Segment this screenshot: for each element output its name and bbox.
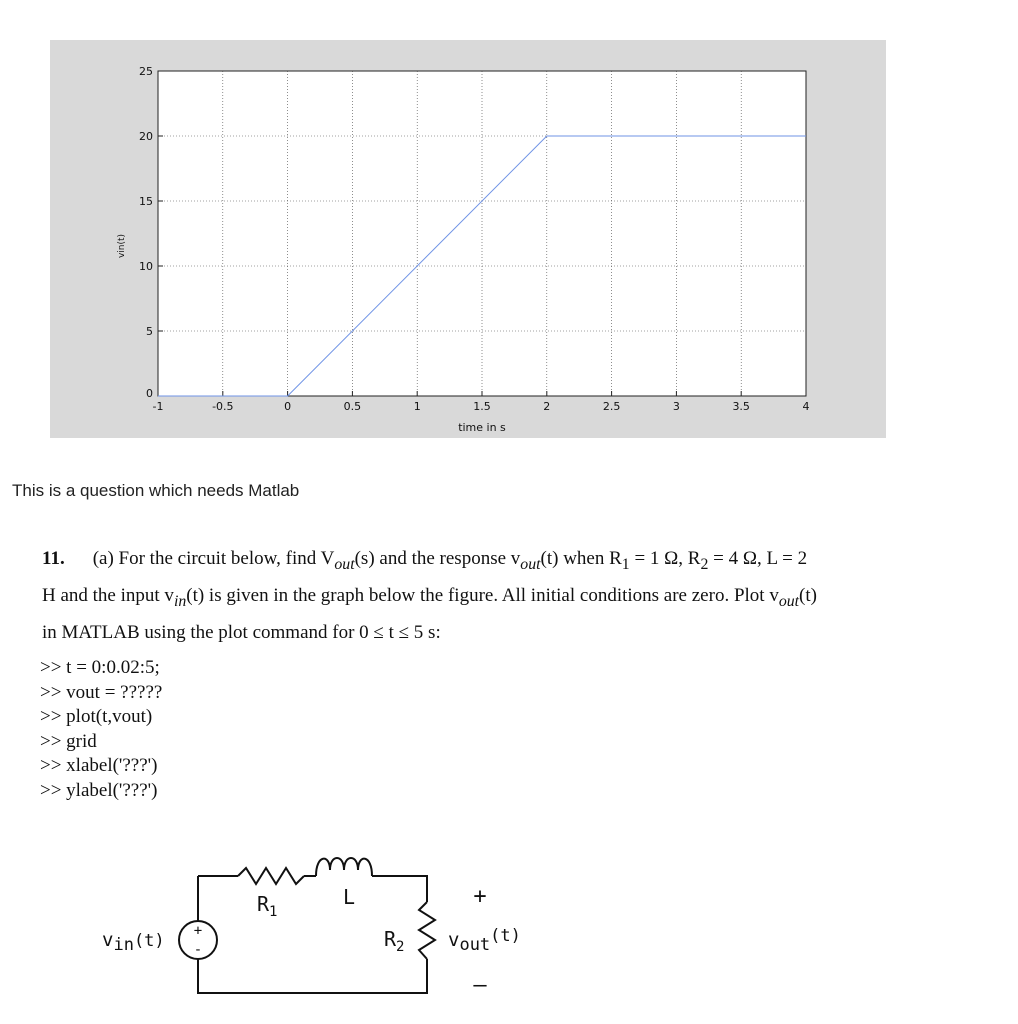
question-intro-text: This is a question which needs Matlab bbox=[12, 481, 300, 500]
code-line: >> ylabel('???') bbox=[40, 779, 158, 801]
y-tick-label: 10 bbox=[139, 260, 153, 273]
x-tick-label: 1.5 bbox=[473, 400, 491, 413]
x-tick-label: 3.5 bbox=[732, 400, 750, 413]
code-line: >> t = 0:0.02:5; bbox=[40, 657, 160, 678]
matlab-code-block bbox=[40, 656, 162, 804]
x-tick-label: -1 bbox=[152, 400, 164, 413]
y-tick-label: 20 bbox=[139, 130, 153, 143]
resistor-r2-symbol bbox=[419, 902, 435, 959]
y-tick-label: 25 bbox=[139, 65, 153, 78]
vout-minus-sign: – bbox=[473, 973, 487, 998]
vin-plot-figure bbox=[50, 40, 886, 438]
source-minus-sign: - bbox=[193, 942, 203, 958]
inductor-l-symbol bbox=[316, 858, 372, 876]
problem-line-2: H and the input $v_{in}(t)$ is given in the graph below the figure. All initial conditions are zero. Plot $v_{out}(t)$ bbox=[42, 584, 817, 610]
wire-top-right bbox=[372, 876, 427, 902]
y-tick-label: 15 bbox=[139, 195, 153, 208]
x-tick-label: 2.5 bbox=[602, 400, 621, 413]
x-tick-label: 0 bbox=[284, 400, 292, 413]
vout-plus-sign: + bbox=[473, 884, 487, 909]
y-axis-label: vin(t) bbox=[117, 233, 127, 259]
circuit-diagram bbox=[90, 840, 550, 1010]
vin-plot-svg bbox=[50, 40, 886, 438]
resistor-r1-symbol bbox=[238, 868, 304, 884]
x-tick-label: 2 bbox=[543, 400, 551, 413]
vout-label: vout(t) bbox=[448, 926, 521, 955]
code-line: >> vout = ????? bbox=[40, 681, 163, 703]
wire-bottom bbox=[198, 959, 427, 993]
y-tick-label: 0 bbox=[146, 387, 153, 400]
x-axis-label: time in s bbox=[458, 421, 506, 434]
code-line: >> xlabel('???') bbox=[40, 755, 158, 777]
r1-label: $R_1$ bbox=[257, 892, 278, 920]
code-line: >> grid bbox=[40, 730, 97, 752]
source-plus-sign: + bbox=[193, 923, 203, 939]
x-tick-label: 4 bbox=[802, 400, 810, 413]
r2-label: $R_2$ bbox=[384, 927, 405, 955]
x-tick-label: 0.5 bbox=[343, 400, 362, 413]
x-tick-label: 1 bbox=[413, 400, 421, 413]
x-tick-label: 3 bbox=[672, 400, 680, 413]
x-tick-label: -0.5 bbox=[212, 400, 234, 413]
inductor-label: L bbox=[343, 885, 356, 909]
problem-number: 11. bbox=[42, 548, 65, 569]
code-line: >> plot(t,vout) bbox=[40, 706, 153, 728]
y-tick-label: 5 bbox=[146, 325, 153, 338]
problem-line-1: 11. (a) For the circuit below, find $V_{out}(s)$ and the response $v_{out}(t)$ when $R_1 = 1$ Ω, $R_2 = 4$ Ω, L = 2 bbox=[42, 548, 808, 573]
problem-line-3: in MATLAB using the plot command for 0 ≤ t ≤ 5 s: bbox=[42, 621, 441, 643]
source-label: vin(t) bbox=[102, 929, 165, 955]
problem-statement bbox=[42, 543, 962, 648]
